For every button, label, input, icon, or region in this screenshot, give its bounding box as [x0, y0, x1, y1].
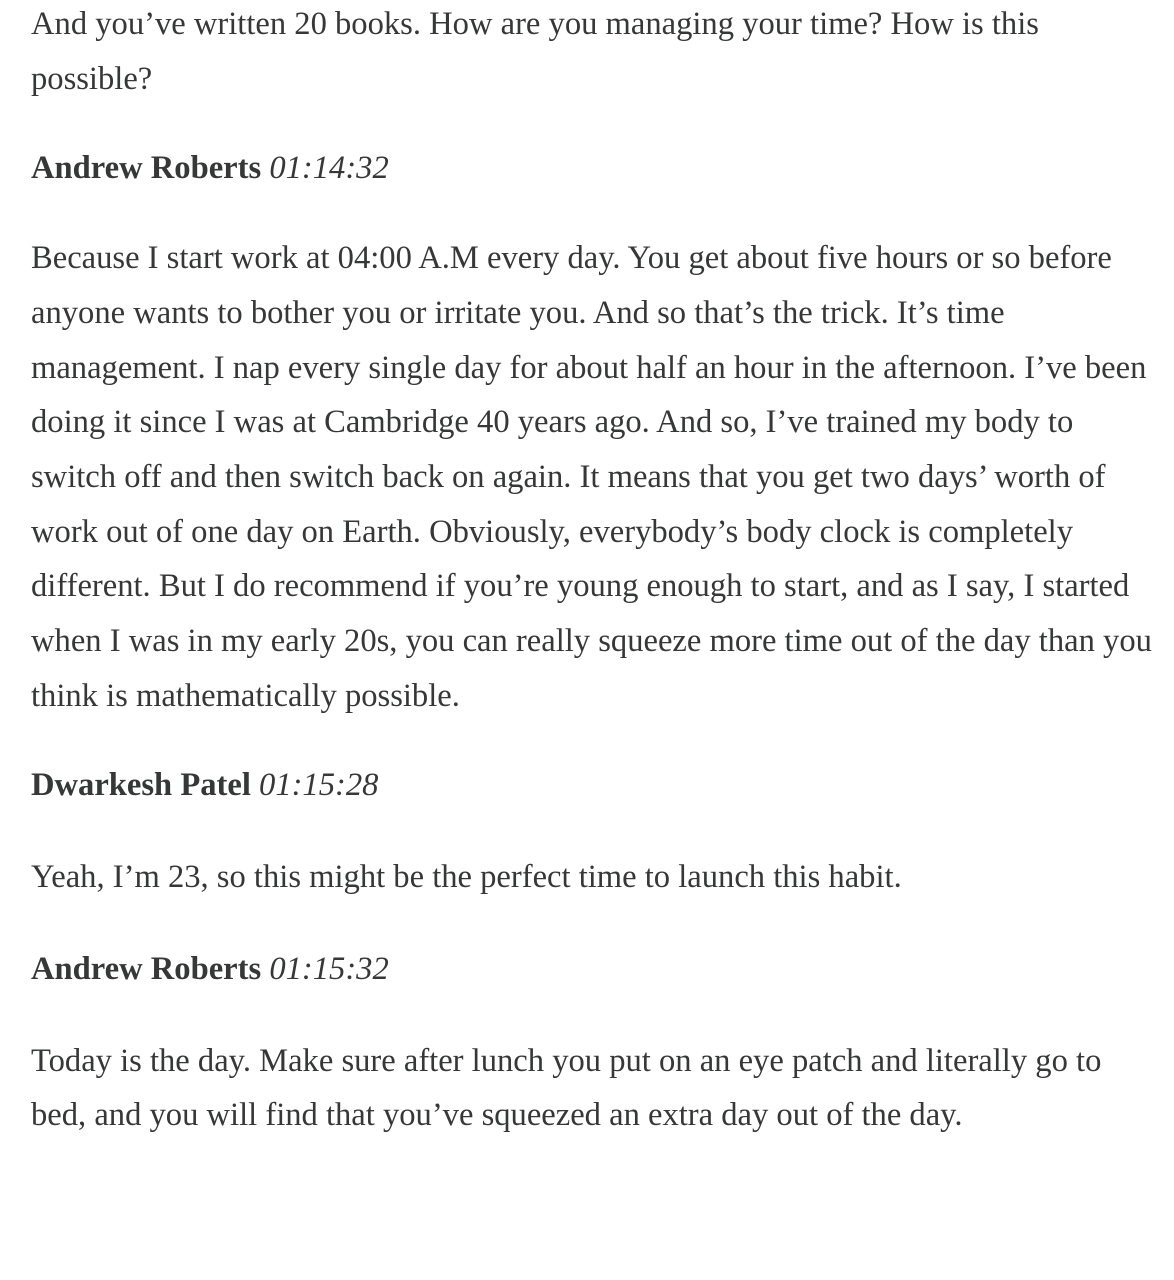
speaker-line [31, 942, 1156, 997]
transcript-paragraph: Today is the day. Make sure after lunch you put on an eye patch and literally go to bed, and you will find that you’ve squeezed an extra day out of the day. [31, 1042, 1102, 1134]
speaker-name: Andrew Roberts [31, 950, 262, 987]
timestamp: 01:15:32 [269, 950, 389, 987]
timestamp: 01:14:32 [269, 150, 389, 187]
transcript-paragraph: And you’ve written 20 books. How are you managing your time? How is this possible? [31, 6, 1039, 97]
speaker-name: Andrew Roberts [31, 150, 262, 187]
transcript [31, 0, 1156, 1143]
transcript-paragraph: Because I start work at 04:00 A.M every day. You get about five hours or so before anyone wants to bother you or irritate you. And so that’s the trick. It’s time management. I nap every single day for about half an hour in the afternoon. I’ve been doing it since I was at Cambridge 40 years ago. And so, I’ve trained my body to switch off and then switch back on again. It means that you get two days’ worth of work out of one day on Earth. Obviously, everybody’s body clock is completely different. But I do recommend if you’re young enough to start, and as I say, I started when I was in my early 20s, you can really squeeze more time out of the day than you think is mathematically possible. [31, 240, 1152, 714]
speaker-line [31, 758, 1156, 813]
speaker-line [31, 141, 1156, 196]
transcript-paragraph: Yeah, I’m 23, so this might be the perfect time to launch this habit. [31, 859, 902, 896]
speaker-name: Dwarkesh Patel [31, 767, 251, 804]
timestamp: 01:15:28 [259, 767, 379, 804]
